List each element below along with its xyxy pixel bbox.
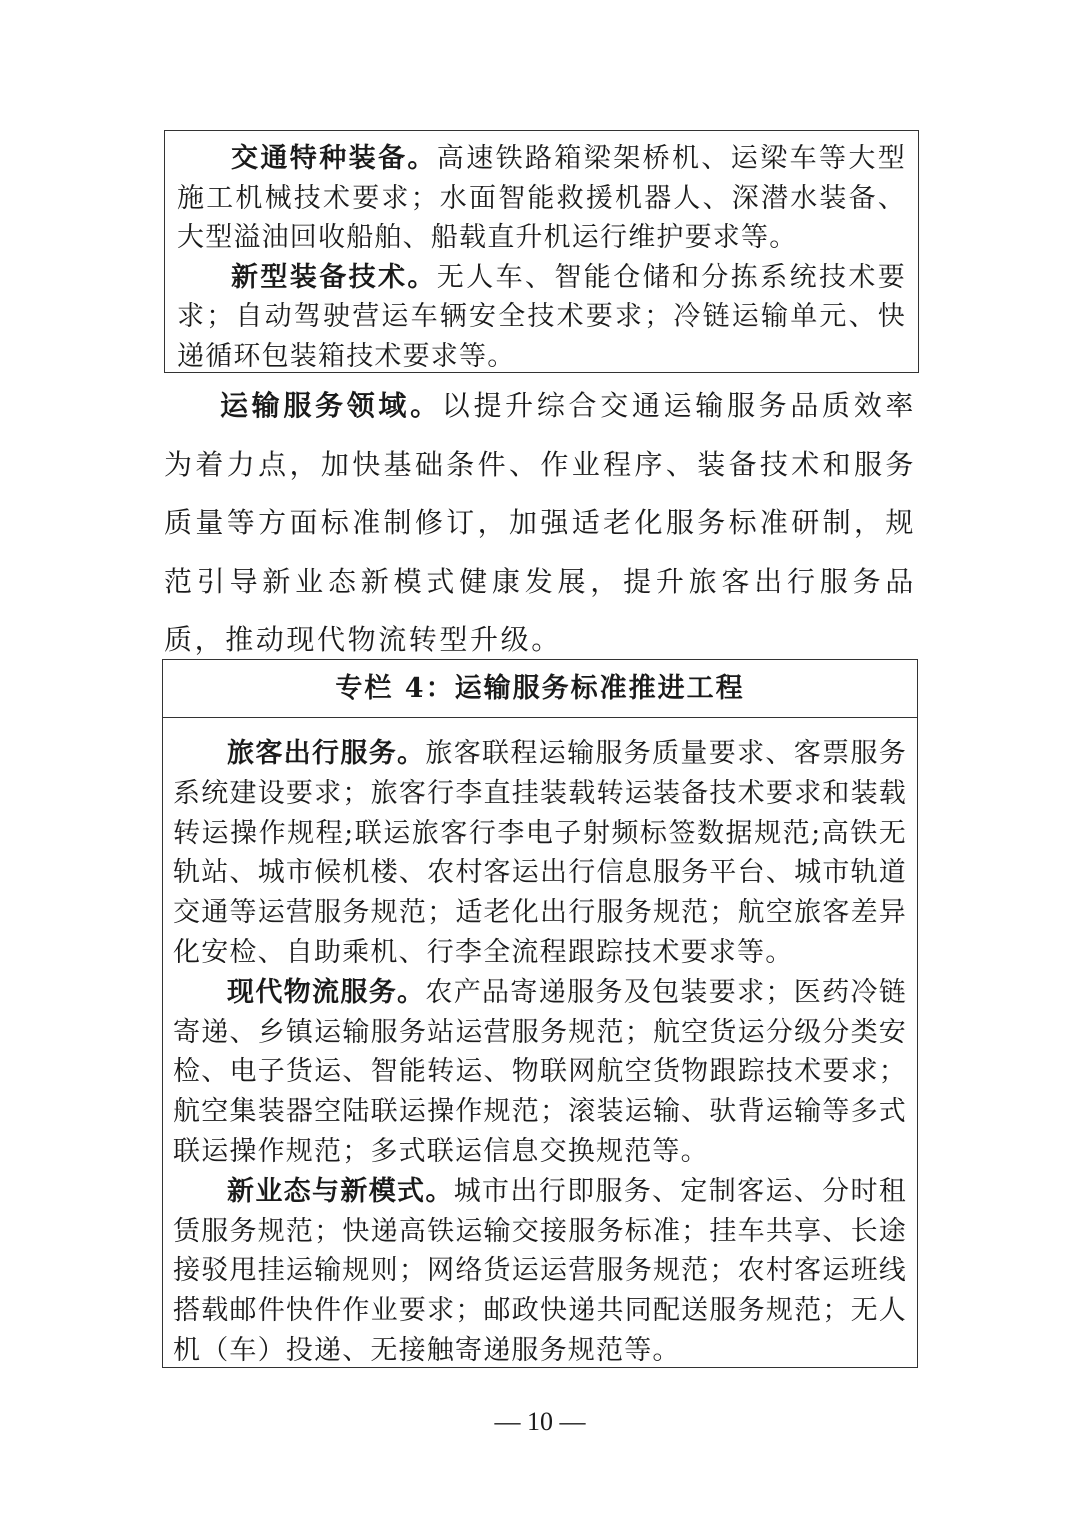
column-4-title: 专栏 4：运输服务标准推进工程: [163, 660, 917, 718]
column-4-paragraph-logistics: [173, 973, 907, 1172]
paragraph-text: 高速铁路箱梁架桥机、运梁车等大型施工机械技术要求；水面智能救援机器人、深潜水装备、大型溢油回收船舶、船载直升机运行维护要求等。: [177, 143, 906, 253]
paragraph-text: 城市出行即服务、定制客运、分时租赁服务规范；快递高铁运输交接服务标准；挂车共享、长途接驳甩挂运输规则；网络货运运营服务规范；农村客运班线搭载邮件快件作业要求；邮政快递共同配送服务规范；无人机（车）投递、无接触寄递服务规范等。: [173, 1175, 907, 1366]
equipment-paragraph-new-tech: [177, 258, 906, 377]
paragraph-heading: 运输服务领域。: [220, 389, 442, 422]
equipment-box: [164, 130, 919, 373]
column-4-body: [163, 718, 917, 1371]
paragraph-text: 旅客联程运输服务质量要求、客票服务系统建设要求；旅客行李直挂装载转运装备技术要求和装载转运操作规程;联运旅客行李电子射频标签数据规范;高铁无轨站、城市候机楼、农村客运出行信息服务平台、城市轨道交通等运营服务规范；适老化出行服务规范；航空旅客差异化安检、自助乘机、行李全流程跟踪技术要求等。: [173, 738, 907, 968]
paragraph-heading: 新业态与新模式。: [227, 1175, 454, 1207]
paragraph-heading: 现代物流服务。: [227, 976, 426, 1008]
paragraph-heading: 交通特种装备。: [231, 143, 437, 174]
paragraph-text: 农产品寄递服务及包装要求；医药冷链寄递、乡镇运输服务站运营服务规范；航空货运分级分类安检、电子货运、智能转运、物联网航空货物跟踪技术要求；航空集装器空陆联运操作规范；滚装运输、驮背运输等多式联运操作规范；多式联运信息交换规范等。: [173, 976, 907, 1167]
page-number: — 10 —: [494, 1407, 586, 1436]
column-4-box: [162, 659, 918, 1368]
column-4-paragraph-new-models: [173, 1172, 907, 1371]
equipment-paragraph-special: [177, 139, 906, 258]
paragraph-text: 以提升综合交通运输服务品质效率为着力点，加快基础条件、作业程序、装备技术和服务质量等方面标准制修订，加强适老化服务标准研制，规范引导新业态新模式健康发展，提升旅客出行服务品质，推动现代物流转型升级。: [164, 389, 916, 656]
paragraph-heading: 新型装备技术。: [231, 261, 437, 293]
paragraph-text: 无人车、智能仓储和分拣系统技术要求；自动驾驶营运车辆安全技术要求；冷链运输单元、快递循环包装箱技术要求等。: [177, 261, 906, 372]
paragraph-heading: 旅客出行服务。: [227, 738, 426, 769]
column-4-paragraph-passenger: [173, 734, 907, 973]
transport-service-paragraph: [164, 377, 916, 670]
